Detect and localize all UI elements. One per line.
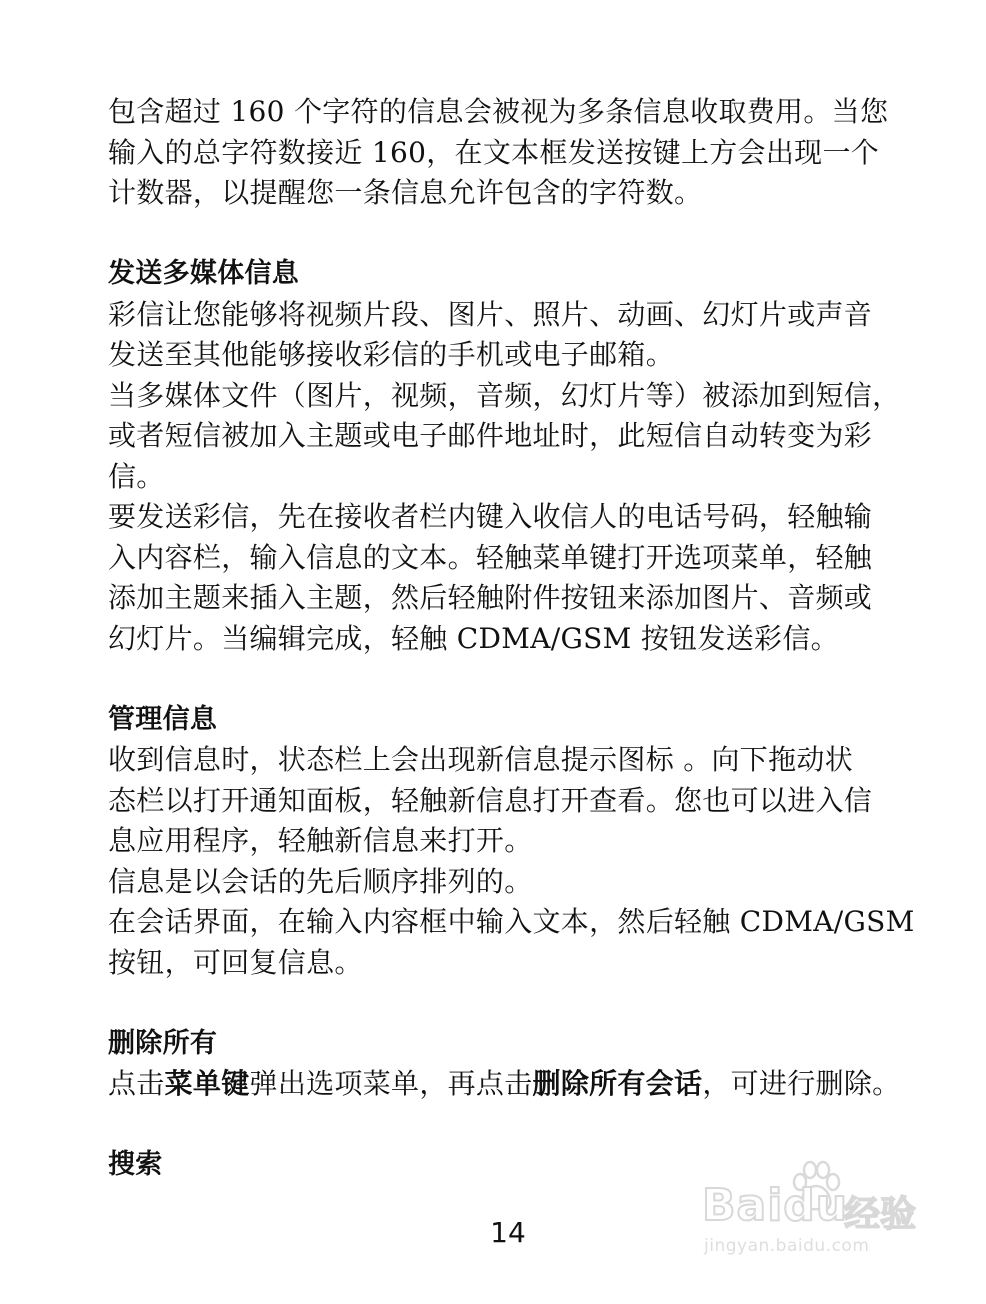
manage-line-5: 在会话界面，在输入内容框中输入文本，然后轻触 CDMA/GSM — [108, 905, 915, 938]
intro-line-2: 输入的总字符数接近 160，在文本框发送按键上方会出现一个 — [108, 135, 880, 169]
delete-text-1: 点击 — [108, 1067, 165, 1100]
mms-line-3: 当多媒体文件（图片，视频，音频，幻灯片等）被添加到短信， — [108, 378, 901, 412]
watermark-url: jingyan.baidu.com — [704, 1236, 870, 1256]
mms-line-9: 幻灯片。当编辑完成，轻触 CDMA/GSM 按钮发送彩信。 — [108, 621, 839, 655]
mms-line-4: 或者短信被加入主题或电子邮件地址时，此短信自动转变为彩 — [108, 419, 873, 452]
section-heading-manage-messages: 管理信息 — [108, 703, 218, 735]
delete-text-3: ，可进行删除。 — [702, 1067, 901, 1100]
mms-line-8: 添加主题来插入主题，然后轻触附件按钮来添加图片、音频或 — [108, 581, 873, 614]
section-heading-search: 搜索 — [108, 1149, 163, 1180]
manage-line-6: 按钮，可回复信息。 — [108, 945, 363, 979]
baidu-watermark — [702, 1158, 952, 1278]
mms-line-1: 彩信让您能够将视频片段、图片、照片、动画、幻灯片或声音 — [108, 297, 873, 331]
page-number: 14 — [490, 1216, 526, 1249]
mms-line-2: 发送至其他能够接收彩信的手机或电子邮箱。 — [108, 338, 675, 371]
intro-line-3: 计数器，以提醒您一条信息允许包含的字符数。 — [108, 176, 703, 209]
mms-line-6: 要发送彩信，先在接收者栏内键入收信人的电话号码，轻触输 — [108, 500, 873, 533]
section-heading-delete-all: 删除所有 — [108, 1027, 218, 1059]
document-body — [108, 92, 920, 1186]
section-heading-send-mms: 发送多媒体信息 — [108, 258, 300, 289]
delete-all-line — [108, 1064, 920, 1105]
mms-line-7: 入内容栏，输入信息的文本。轻触菜单键打开选项菜单，轻触 — [108, 540, 873, 574]
mms-line-5: 信。 — [108, 459, 165, 493]
manage-line-2: 态栏以打开通知面板，轻触新信息打开查看。您也可以进入信 — [108, 783, 873, 817]
delete-text-2: 弹出选项菜单，再点击 — [249, 1067, 533, 1100]
manage-line-1: 收到信息时，状态栏上会出现新信息提示图标 。向下拖动状 — [108, 743, 854, 776]
delete-all-conversations-label: 删除所有会话 — [532, 1067, 703, 1100]
intro-line-1: 包含超过 160 个字符的信息会被视为多条信息收取费用。当您 — [108, 95, 889, 128]
watermark-brand: Baidu — [702, 1180, 849, 1231]
manage-line-3: 息应用程序，轻触新信息来打开。 — [108, 824, 533, 857]
watermark-cn: 经验 — [844, 1194, 917, 1235]
manage-line-4: 信息是以会话的先后顺序排列的。 — [108, 864, 533, 898]
menu-key-label: 菜单键 — [164, 1067, 250, 1100]
